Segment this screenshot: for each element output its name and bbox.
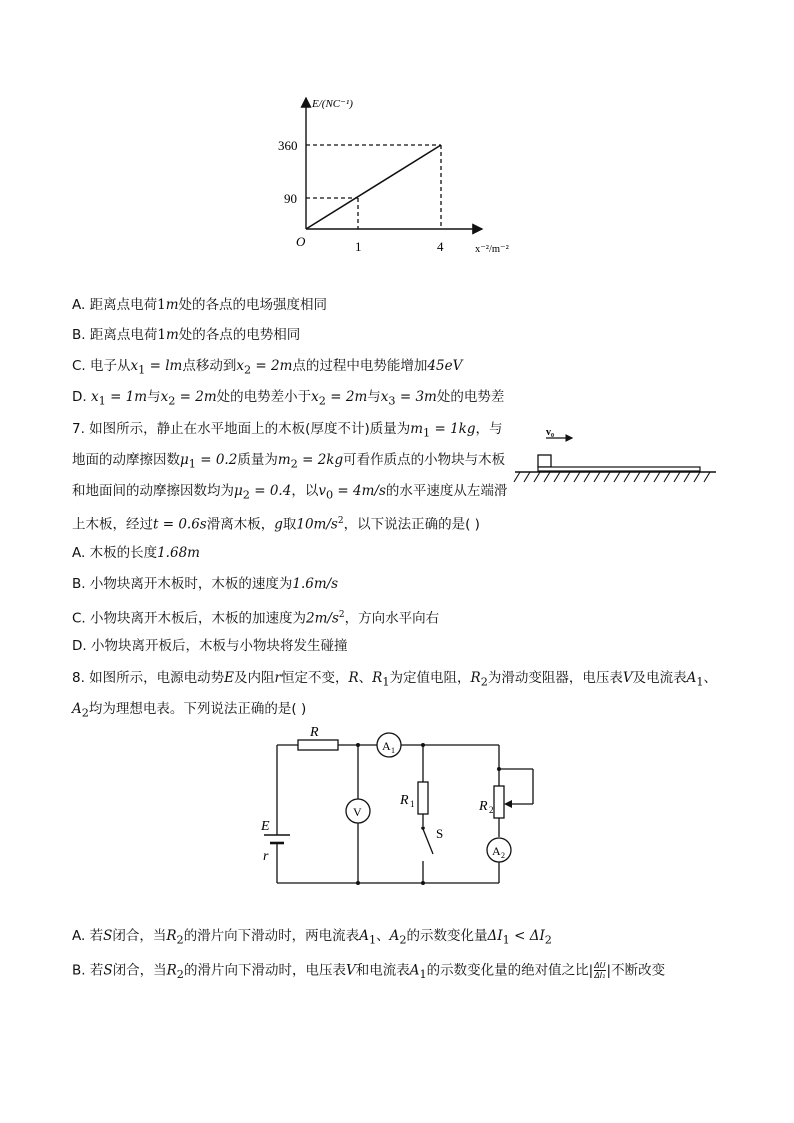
e-field-graph (270, 92, 530, 262)
origin-label: O (296, 234, 306, 249)
switch-s (423, 829, 433, 854)
q7-option-c: C. 小物块离开木板后，木板的加速度为$2m/s^2$，方向水平向右 (72, 610, 440, 627)
label-r2-sub: 2 (489, 805, 494, 815)
junction-dot (421, 743, 425, 747)
junction-dot (356, 743, 360, 747)
x-axis-label: x⁻²/m⁻² (475, 244, 509, 255)
switch-pivot (421, 826, 425, 830)
label-r1: R (400, 793, 409, 808)
q8-stem-line-1: 8. 如图所示，电源电动势E及内阻r恒定不变，R、$R_1$为定值电阻，$R_2$为滑动变阻器，电压表V及电流表$A_1$、 (72, 670, 718, 689)
label-v: V (353, 805, 362, 819)
y-tick-360: 360 (278, 138, 298, 153)
junction-dot (497, 767, 501, 771)
q6-option-d: D. $x_1 = 1m$与$x_2 = 2m$处的电势差小于$x_2 = 2m$与$x_3 = 3m$处的电势差 (72, 389, 505, 408)
label-r1-sub: 1 (410, 799, 415, 809)
q8-option-a: A. 若S闭合，当$R_2$的滑片向下滑动时，两电流表$A_1$、$A_2$的示数变化量$\Delta I_1 < \Delta I_2$ (72, 928, 552, 947)
y-tick-90: 90 (284, 191, 297, 206)
x-tick-4: 4 (437, 239, 444, 254)
abs-bar-right: | (606, 962, 612, 979)
x-tick-1: 1 (355, 239, 362, 254)
y-axis-label: E/(NC⁻¹) (312, 98, 353, 110)
delta-u-over-delta-i1: $\frac{\Delta U}{\text{ΔI₁}}$ (594, 961, 606, 980)
board-block-figure (510, 420, 720, 490)
abs-bar-left: | (588, 962, 594, 979)
wooden-board (538, 467, 700, 471)
rheostat-r2 (494, 786, 504, 818)
label-a2: A (492, 844, 501, 858)
q7-stem-line-4: 上木板，经过t = 0.6s滑离木板，g取$10m/s^2$，以下说法正确的是( ) (72, 516, 480, 533)
q8-option-b: B. 若S闭合，当$R_2$的滑片向下滑动时，电压表V和电流表$A_1$的示数变化量的绝对值之比| $\frac{\Delta U}{\text{ΔI₁}}$ |不断改变 (72, 961, 666, 982)
q6-option-a: A. 距离点电荷1m处的各点的电场强度相同 (72, 297, 327, 313)
label-e: E (261, 819, 270, 834)
q6-option-c: C. 电子从$x_1$ = lm点移动到$x_2 = 2m$点的过程中电势能增加45eV (72, 358, 463, 377)
q7-option-d: D. 小物块离开板后，木板与小物块将发生碰撞 (72, 638, 348, 654)
label-r-internal: r (263, 849, 269, 864)
label-a1-sub: 1 (391, 746, 395, 755)
junction-dot (356, 881, 360, 885)
junction-dot (421, 881, 425, 885)
q7-stem-line-3: 和地面间的动摩擦因数均为$\mu_2 = 0.4$，以$v_0 = 4m/s$的水平速度从左端滑 (72, 483, 508, 502)
label-a2-sub: 2 (501, 851, 505, 860)
label-r: R (310, 725, 319, 740)
resistor-r1 (418, 782, 428, 814)
circuit-diagram (250, 722, 550, 894)
q7-option-a: A. 木板的长度1.68m (72, 545, 200, 561)
data-line (306, 145, 441, 229)
small-block (538, 455, 551, 467)
q7-option-b: B. 小物块离开木板时，木板的速度为1.6m/s (72, 576, 339, 592)
q7-stem-line-2: 地面的动摩擦因数$\mu_1 = 0.2$质量为$m_2 = 2kg$可看作质点的小物块与木板 (72, 452, 506, 471)
resistor-r (298, 740, 338, 750)
q6-option-b: B. 距离点电荷1m处的各点的电势相同 (72, 327, 301, 343)
q8-stem-line-2: $A_2$均为理想电表。下列说法正确的是( ) (72, 701, 307, 720)
v0-label: v₀ (546, 427, 554, 438)
label-a1: A (382, 739, 391, 753)
label-s: S (436, 826, 444, 841)
q7-stem-line-1: 7. 如图所示，静止在水平地面上的木板(厚度不计)质量为$m_1 = 1kg$，与 (72, 421, 503, 440)
rheostat-slider-arrow (504, 800, 512, 808)
ground-hatching (514, 472, 710, 482)
label-r2: R (479, 799, 488, 814)
